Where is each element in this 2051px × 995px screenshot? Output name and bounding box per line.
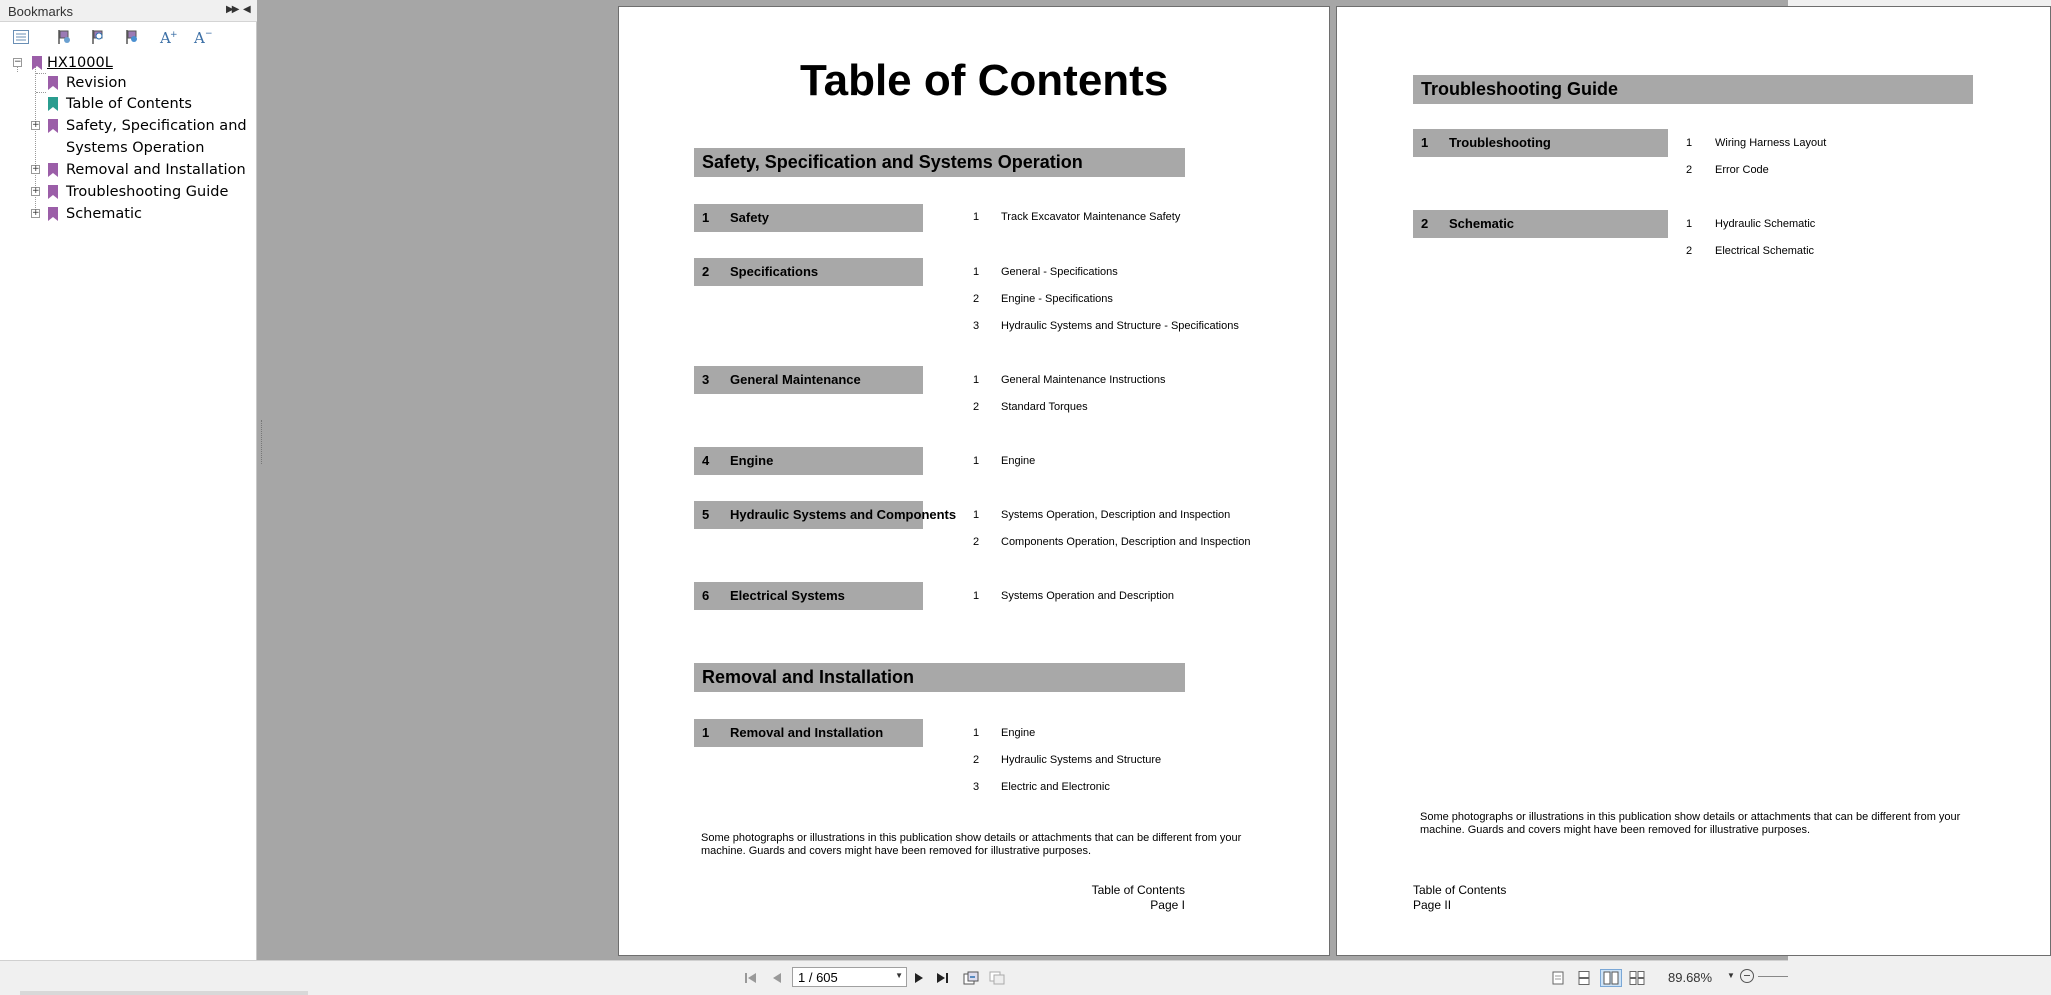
svg-text:A: A: [194, 29, 205, 47]
decrease-font-icon[interactable]: [191, 27, 213, 47]
continuous-facing-view-icon[interactable]: [1628, 969, 1646, 987]
chapter-number: 2: [1421, 216, 1429, 231]
chapter-band: [694, 719, 923, 747]
item-number: 1: [1686, 218, 1693, 230]
toc-link[interactable]: Hydraulic Schematic: [1715, 218, 1816, 230]
chapter-label: Specifications: [730, 264, 819, 279]
chapter-band: [1413, 210, 1668, 238]
item-number: 3: [973, 320, 980, 332]
svg-text:A: A: [160, 29, 171, 47]
item-number: 1: [973, 590, 980, 602]
footer-title: Table of Contents: [1091, 883, 1185, 897]
collapse-root-icon[interactable]: −: [14, 57, 22, 67]
toc-link[interactable]: Engine: [1001, 455, 1036, 467]
item-number: 2: [973, 754, 980, 766]
previous-page-icon[interactable]: [768, 969, 786, 987]
toc-link[interactable]: Standard Torques: [1001, 401, 1088, 413]
chapter-label: Removal and Installation: [730, 725, 884, 740]
chapter-number: 1: [702, 210, 710, 225]
splitter-grip[interactable]: [261, 420, 262, 464]
hide-panel-icon[interactable]: ◀: [243, 4, 251, 15]
toc-link[interactable]: Systems Operation and Description: [1001, 590, 1175, 602]
page-footer: [1019, 883, 1185, 913]
bookmark-icon: [48, 163, 58, 177]
chapter-label: Electrical Systems: [730, 588, 845, 603]
bookmark-icon: [48, 97, 58, 111]
section-title: Removal and Installation: [702, 667, 915, 687]
chapter-band: [694, 501, 957, 529]
chapter-number: 5: [702, 507, 710, 522]
expand-icon[interactable]: +: [32, 120, 40, 130]
svg-text:+: +: [170, 30, 178, 40]
bookmark-icon: [32, 56, 42, 70]
bookmark-label-line2: Systems Operation: [66, 140, 205, 156]
bookmark-icon: [48, 207, 58, 221]
bookmark-label: Revision: [66, 75, 127, 91]
item-number: 1: [973, 374, 980, 386]
toc-link[interactable]: Hydraulic Systems and Structure - Specifications: [1001, 320, 1239, 332]
bookmark-icon: [48, 76, 58, 90]
increase-font-icon[interactable]: [157, 27, 179, 47]
zoom-slider[interactable]: [1758, 976, 1788, 977]
chapter-number: 6: [702, 588, 710, 603]
chapter-number: 1: [1421, 135, 1429, 150]
toc-link[interactable]: Wiring Harness Layout: [1715, 137, 1827, 149]
toc-link[interactable]: Components Operation, Description and Inspection: [1001, 536, 1251, 548]
bookmark-root[interactable]: [0, 52, 257, 74]
page-footer: [1413, 883, 1613, 913]
chapter-label: Engine: [730, 453, 774, 468]
horizontal-scrollbar[interactable]: [20, 991, 308, 995]
footer-page-number: Page II: [1413, 898, 1452, 912]
chapter-number: 1: [702, 725, 710, 740]
toc-link[interactable]: General Maintenance Instructions: [1001, 374, 1166, 386]
expand-icon[interactable]: +: [32, 208, 40, 218]
item-number: 1: [973, 211, 980, 223]
single-page-view-icon[interactable]: [1549, 969, 1567, 987]
toc-link[interactable]: Hydraulic Systems and Structure: [1001, 754, 1162, 766]
bookmark-item-safety[interactable]: [0, 115, 257, 159]
expand-icon[interactable]: +: [32, 186, 40, 196]
bookmarks-title: Bookmarks: [8, 4, 74, 19]
note-line: Some photographs or illustrations in this publication show details or attachments that can be different from your: [1420, 811, 1961, 823]
facing-view-icon[interactable]: [1600, 969, 1622, 987]
item-number: 1: [973, 266, 980, 278]
section-band: [694, 148, 1185, 177]
bookmark-label: Troubleshooting Guide: [66, 184, 229, 200]
bookmark-label: Table of Contents: [66, 96, 192, 112]
bookmark-item-removal[interactable]: [0, 159, 257, 181]
item-number: 2: [1686, 245, 1693, 257]
bookmarks-toolbar: [0, 22, 257, 52]
zoom-dropdown-icon[interactable]: ▼: [1727, 971, 1735, 980]
chapter-number: 2: [702, 264, 710, 279]
bookmark-label-line1: Safety, Specification and: [66, 118, 247, 134]
bookmark-settings-icon[interactable]: [121, 27, 143, 47]
find-bookmark-icon[interactable]: [87, 27, 109, 47]
toc-link[interactable]: Engine: [1001, 727, 1036, 739]
bookmarks-panel: [0, 0, 257, 960]
bookmark-label: Removal and Installation: [66, 162, 246, 178]
item-number: 2: [973, 401, 980, 413]
chapter-band: [694, 366, 923, 394]
toc-link[interactable]: Systems Operation, Description and Inspection: [1001, 509, 1231, 521]
chapter-label: Hydraulic Systems and Components: [730, 507, 957, 522]
note-line: Some photographs or illustrations in this publication show details or attachments that can be different from your: [701, 832, 1242, 844]
section-band: [694, 663, 1185, 692]
expand-bookmark-icon[interactable]: [53, 27, 75, 47]
page-2: [1336, 6, 2051, 956]
note-line: machine. Guards and covers might have been removed for illustrative purposes.: [1420, 824, 1811, 836]
bookmark-item-revision[interactable]: [0, 72, 257, 94]
footer-page-number: Page I: [1150, 898, 1185, 912]
previous-view-icon[interactable]: [962, 969, 980, 987]
disclaimer-note: [1420, 811, 2020, 837]
item-number: 2: [973, 293, 980, 305]
collapse-panel-icon[interactable]: ▶▶: [226, 4, 238, 15]
chapter-number: 3: [702, 372, 710, 387]
chapter-label: General Maintenance: [730, 372, 861, 387]
last-page-icon[interactable]: [934, 969, 952, 987]
section-band: [1413, 75, 1973, 104]
item-number: 2: [973, 536, 980, 548]
chapter-label: Safety: [730, 210, 770, 225]
item-number: 2: [1686, 164, 1693, 176]
bookmark-root-label: HX1000L: [47, 55, 113, 71]
expand-icon[interactable]: +: [32, 164, 40, 174]
bookmark-icon: [48, 185, 58, 199]
item-number: 1: [973, 455, 980, 467]
chapter-number: 4: [702, 453, 710, 468]
toc-link[interactable]: Electrical Schematic: [1715, 245, 1815, 257]
toc-link[interactable]: Error Code: [1715, 164, 1769, 176]
chapter-band: [694, 582, 923, 610]
item-number: 1: [973, 727, 980, 739]
item-number: 1: [973, 509, 980, 521]
zoom-level[interactable]: 89.68%: [1668, 970, 1713, 985]
continuous-view-icon[interactable]: [1575, 969, 1593, 987]
item-number: 3: [973, 781, 980, 793]
page-number-value: 1 / 605: [798, 970, 838, 985]
section-title: Safety, Specification and Systems Operation: [702, 152, 1083, 172]
toc-link[interactable]: Engine - Specifications: [1001, 293, 1113, 305]
toc-link[interactable]: Electric and Electronic: [1001, 781, 1110, 793]
section-title: Troubleshooting Guide: [1421, 79, 1618, 99]
status-bar: [0, 960, 1788, 994]
chapter-label: Schematic: [1449, 216, 1515, 231]
document-viewport[interactable]: [263, 0, 1961, 960]
chapter-band: [1413, 129, 1668, 157]
page-dropdown-icon[interactable]: ▼: [895, 971, 903, 980]
bookmark-item-table-of-contents[interactable]: [0, 93, 257, 115]
note-line: machine. Guards and covers might have been removed for illustrative purposes.: [701, 845, 1092, 857]
bookmark-options-icon[interactable]: [10, 27, 32, 47]
toc-link[interactable]: Track Excavator Maintenance Safety: [1001, 211, 1181, 223]
zoom-out-icon[interactable]: [1740, 969, 1754, 983]
next-view-icon[interactable]: [988, 969, 1006, 987]
first-page-icon[interactable]: [742, 969, 760, 987]
page-number-field[interactable]: [792, 967, 907, 987]
chapter-band: [694, 204, 923, 232]
toc-link[interactable]: General - Specifications: [1001, 266, 1118, 278]
footer-title: Table of Contents: [1413, 883, 1507, 897]
bookmarks-header: [0, 0, 257, 22]
chapter-band: [694, 447, 923, 475]
next-page-icon[interactable]: [910, 969, 928, 987]
chapter-label: Troubleshooting: [1449, 135, 1551, 150]
svg-text:−: −: [205, 29, 213, 39]
item-number: 1: [1686, 137, 1693, 149]
bookmark-item-troubleshooting[interactable]: [0, 181, 257, 203]
page-1: [618, 6, 1330, 956]
bookmark-item-schematic[interactable]: [0, 203, 257, 225]
bookmark-label: Schematic: [66, 206, 142, 222]
disclaimer-note: [701, 832, 1261, 858]
chapter-band: [694, 258, 923, 286]
page-title: Table of Contents: [800, 56, 1169, 105]
bookmark-icon: [48, 119, 58, 133]
